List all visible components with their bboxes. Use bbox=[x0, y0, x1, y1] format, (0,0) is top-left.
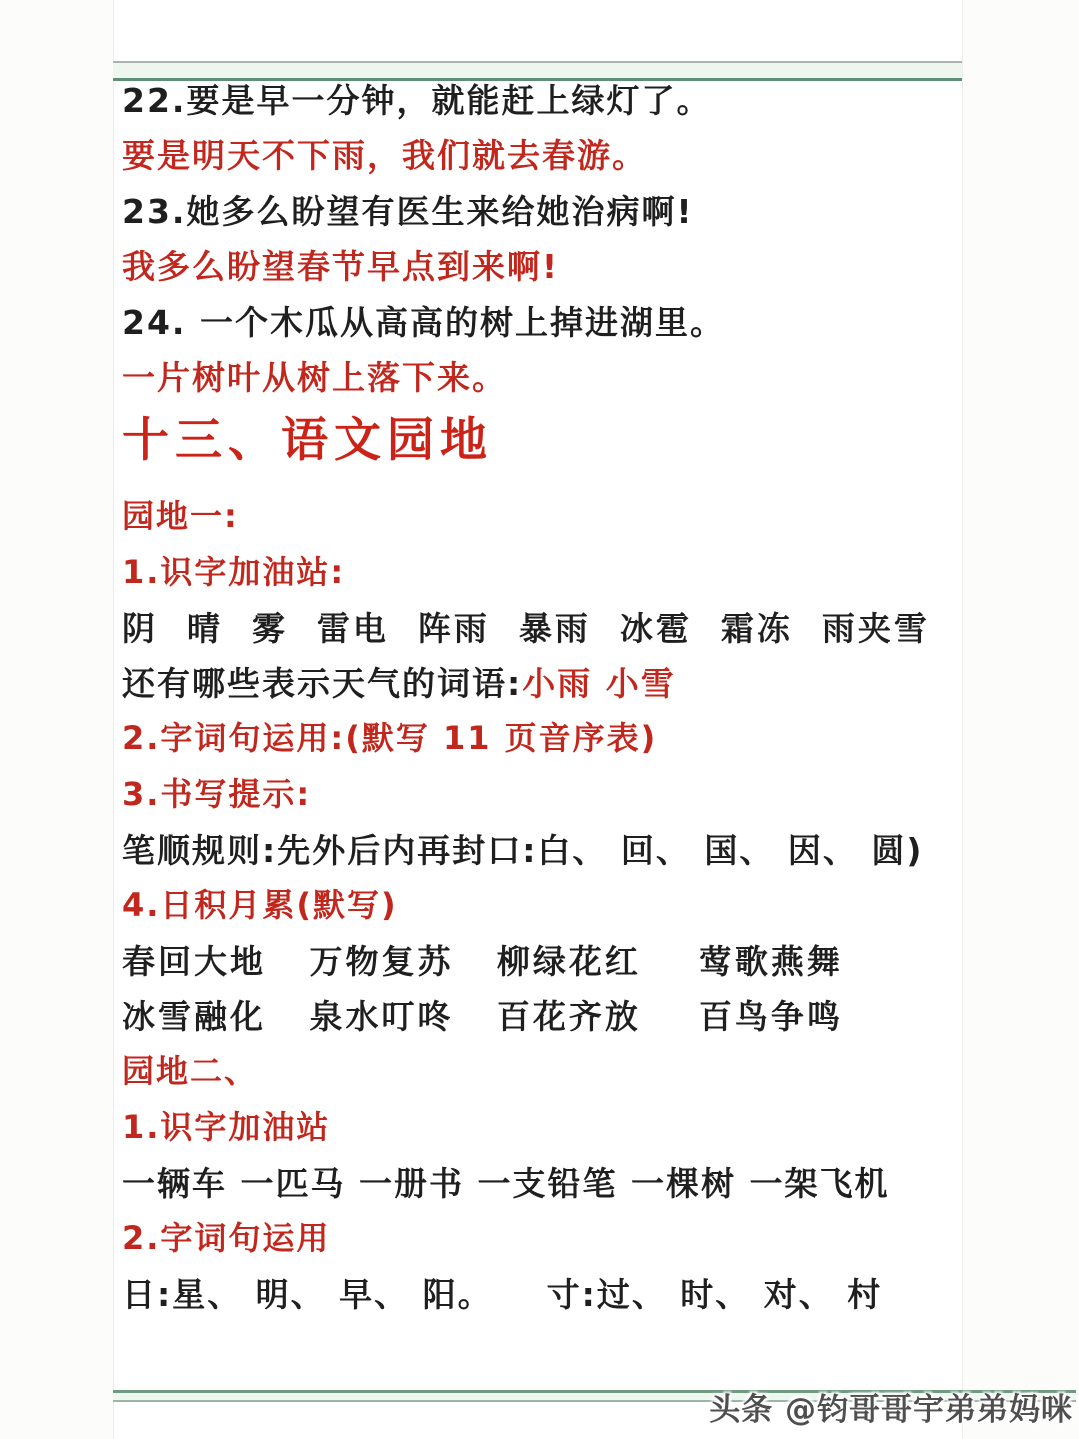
sentence-24-answer: 一片树叶从树上落下来。 bbox=[122, 358, 507, 397]
idioms-line-2: 冰雪融化 泉水叮咚 百花齐放 百鸟争鸣 bbox=[122, 997, 843, 1036]
top-divider-rule bbox=[113, 61, 962, 81]
sentence-24-question: 24. 一个木瓜从高高的树上掉进湖里。 bbox=[122, 303, 725, 342]
weather-prompt: 还有哪些表示天气的词语: bbox=[122, 664, 523, 703]
garden-one-point1: 1.识字加油站: bbox=[122, 553, 346, 591]
section-heading: 十三、语文园地 bbox=[122, 413, 493, 468]
garden-one-label: 园地一: bbox=[122, 497, 239, 535]
garden-two-label: 园地二、 bbox=[122, 1052, 259, 1090]
sentence-22-question: 22.要是早一分钟，就能赶上绿灯了。 bbox=[122, 81, 712, 120]
measure-words-line: 一辆车 一匹马 一册书 一支铅笔 一棵树 一架飞机 bbox=[122, 1164, 890, 1203]
stroke-order-rule: 笔顺规则:先外后内再封口:白、 回、 国、 因、 圆) bbox=[122, 831, 924, 870]
document-body bbox=[122, 81, 1022, 1333]
garden-two-point2: 2.字词句运用 bbox=[122, 1219, 331, 1257]
idioms-line-1: 春回大地 万物复苏 柳绿花红 莺歌燕舞 bbox=[122, 942, 843, 981]
watermark: 头条 @钧哥哥宇弟弟妈咪 bbox=[709, 1392, 1073, 1428]
sentence-23-question: 23.她多么盼望有医生来给她治病啊! bbox=[122, 192, 694, 231]
weather-question-line bbox=[122, 664, 1022, 703]
sentence-23-answer: 我多么盼望春节早点到来啊! bbox=[122, 247, 560, 286]
garden-two-point1: 1.识字加油站 bbox=[122, 1108, 331, 1146]
garden-one-point4: 4.日积月累(默写) bbox=[122, 886, 398, 924]
radicals-line: 日:星、 明、 早、 阳。 寸:过、 时、 对、 村 bbox=[122, 1275, 883, 1314]
garden-one-point3: 3.书写提示: bbox=[122, 775, 312, 813]
sentence-22-answer: 要是明天不下雨，我们就去春游。 bbox=[122, 136, 647, 175]
garden-one-point2: 2.字词句运用:(默写 11 页音序表) bbox=[122, 719, 658, 757]
weather-answer: 小雨 小雪 bbox=[522, 664, 676, 703]
weather-words: 阴 晴 雾 雷电 阵雨 暴雨 冰雹 霜冻 雨夹雪 bbox=[122, 609, 930, 648]
